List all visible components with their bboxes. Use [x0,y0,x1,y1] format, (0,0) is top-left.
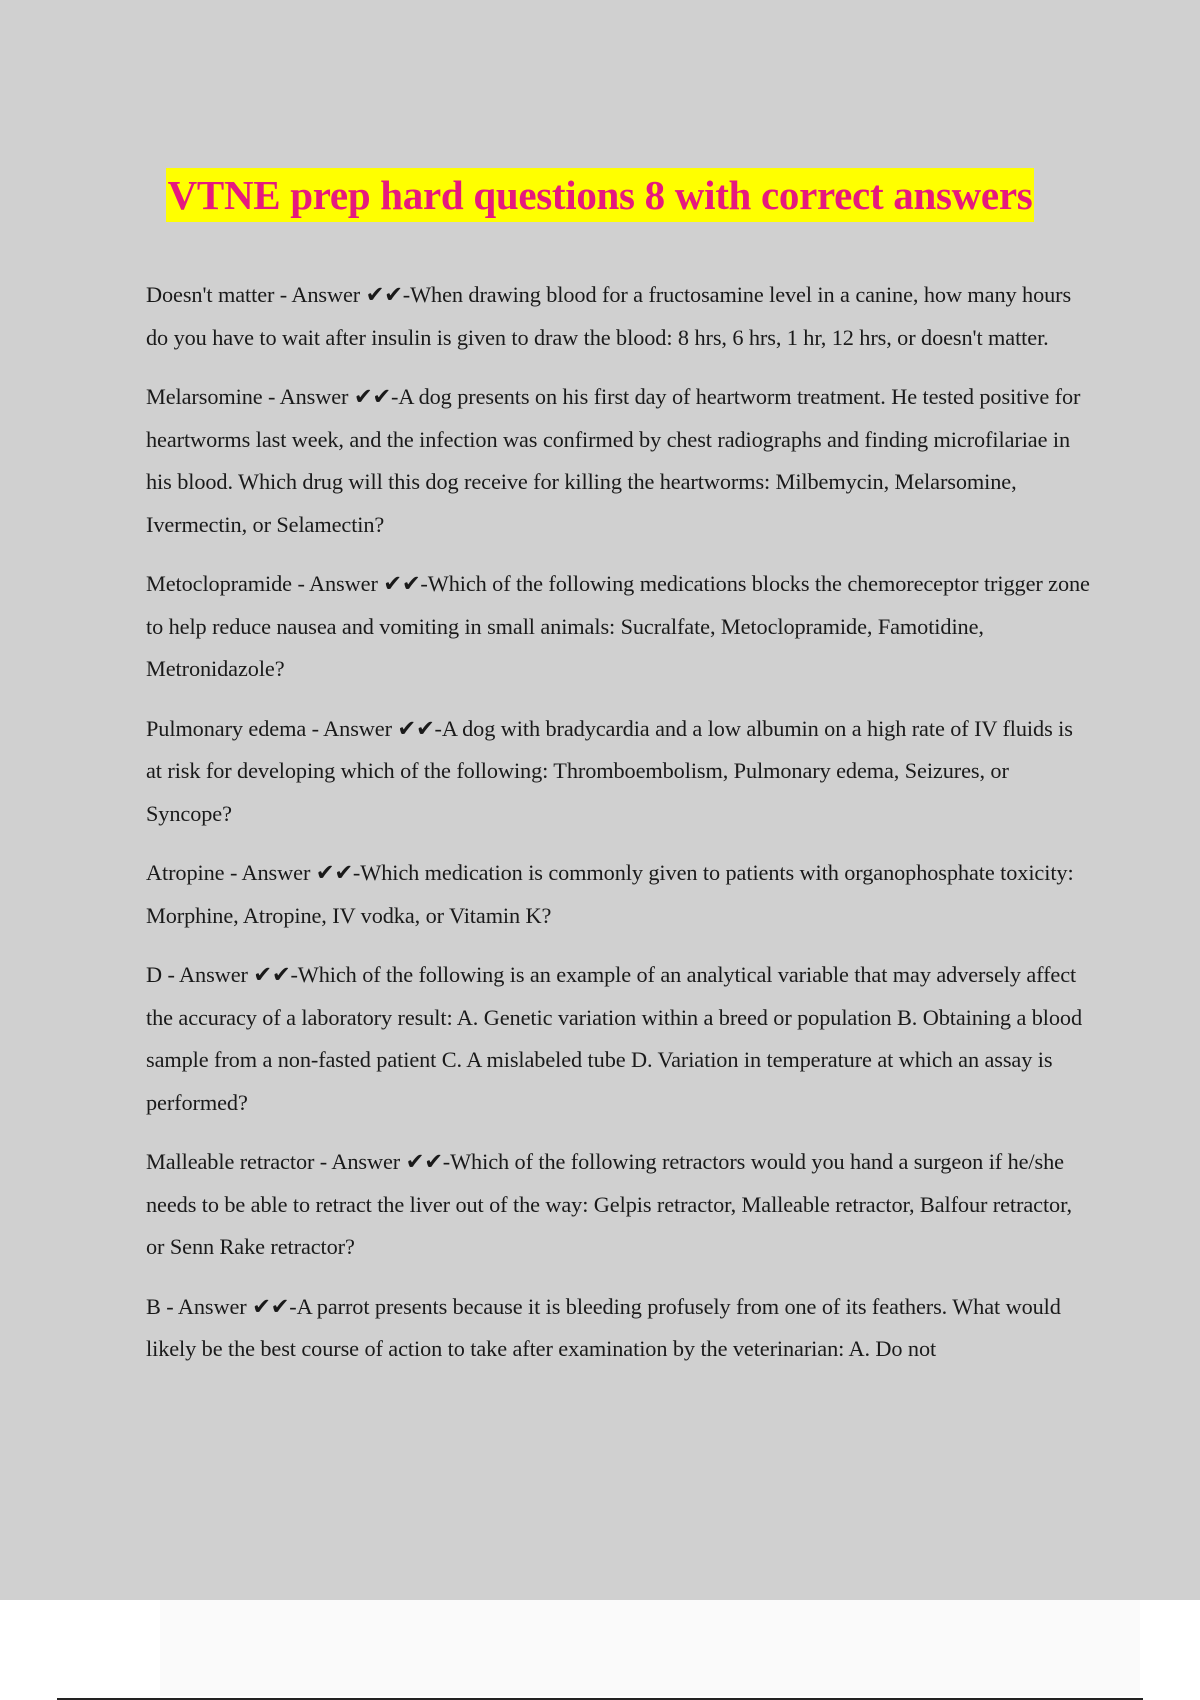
qa-answer: Malleable retractor [146,1149,315,1174]
check-marks: ✔✔- [252,1293,297,1319]
check-marks: ✔✔- [353,384,399,409]
title-row [0,168,1200,222]
qa-separator: - Answer [291,571,384,596]
qa-answer: B [146,1293,161,1319]
qa-answer: Doesn't matter [146,282,275,307]
next-page-area [0,1600,1200,1700]
check-marks: ✔✔- [315,860,361,885]
qa-item [146,852,1092,937]
qa-item [146,1286,1092,1371]
qa-separator: - Answer [314,1149,406,1174]
qa-separator: - Answer [160,1293,253,1319]
check-marks: ✔✔- [405,1149,451,1174]
qa-answer: Pulmonary edema [146,715,307,741]
qa-question: Which of the following retractors would you hand a surgeon if he/she needs to be able to retract the liver out of the way: Gelpis retractor, Malleable retractor, Balfour retractor, or Senn Rake retractor? [146,1149,1072,1259]
next-page-panel [160,1600,1140,1696]
qa-question: Which medication is commonly given to patients with organophosphate toxicity: Morphine, Atropine, IV vodka, or Vitamin K? [146,860,1074,928]
qa-list [146,274,1092,1388]
qa-separator: - Answer [162,962,254,987]
qa-item [146,376,1092,546]
qa-item [146,708,1092,836]
qa-question: Which of the following is an example of an analytical variable that may adversely affect the accuracy of a laboratory result: A. Genetic variation within a breed or population B. Obtaining a blood sample from a non-fasted patient C. A mislabeled tube D. Variation in temperature at which an assay is performed? [146,962,1083,1115]
qa-question: When drawing blood for a fructosamine level in a canine, how many hours do you have to wait after insulin is given to draw the blood: 8 hrs, 6 hrs, 1 hr, 12 hrs, or doesn't matter. [146,282,1072,350]
check-marks: ✔✔- [365,282,411,307]
qa-item [146,954,1092,1124]
qa-separator: - Answer [274,282,366,307]
qa-answer: D [146,962,163,987]
check-marks: ✔✔- [383,571,428,596]
qa-answer: Atropine [146,860,225,885]
qa-separator: - Answer [306,715,398,741]
qa-question: A dog with bradycardia and a low albumin on a high rate of IV fluids is at risk for developing which of the following: Thromboembolism, Pulmonary edema, Seizures, or Syncope? [146,715,1073,826]
check-marks: ✔✔- [253,962,298,987]
qa-question: A parrot presents because it is bleeding profusely from one of its feathers. What would likely be the best course of action to take after examination by the veterinarian: A. Do not [146,1293,1061,1361]
check-marks: ✔✔- [397,715,442,741]
qa-item [146,274,1092,359]
qa-item [146,1141,1092,1269]
qa-question: A dog presents on his first day of heartworm treatment. He tested positive for heartworms last week, and the infection was confirmed by chest radiographs and finding microfilariae in his blood. Which drug will this dog receive for killing the heartworms: Milbemycin, Melarsomine, Ivermectin, or Selamectin? [146,384,1081,537]
qa-separator: - Answer [262,384,354,409]
qa-question: Which of the following medications blocks the chemoreceptor trigger zone to help reduce nausea and vomiting in small animals: Sucralfate, Metoclopramide, Famotidine, Metronidazole? [146,571,1090,681]
qa-answer: Metoclopramide [146,571,292,596]
qa-answer: Melarsomine [146,384,263,409]
qa-item [146,563,1092,691]
document-title: VTNE prep hard questions 8 with correct answers [166,168,1035,222]
qa-separator: - Answer [224,860,316,885]
